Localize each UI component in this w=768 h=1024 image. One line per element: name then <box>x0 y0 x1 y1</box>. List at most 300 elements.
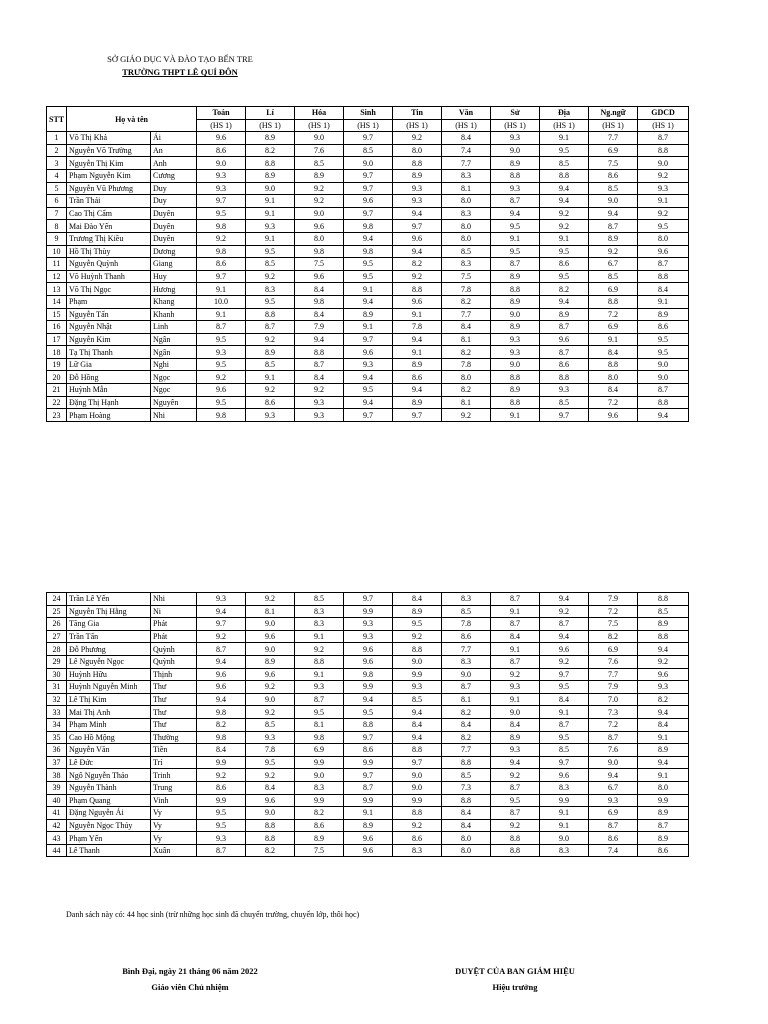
score-cell: 8.4 <box>442 807 491 820</box>
score-cell: 9.1 <box>197 283 246 296</box>
student-given-name: Huy <box>151 270 197 283</box>
score-cell: 7.7 <box>442 308 491 321</box>
student-surname: Phạm Hoàng <box>67 409 151 422</box>
score-cell: 8.6 <box>393 832 442 845</box>
header-name: Họ và tên <box>67 107 197 132</box>
score-cell: 8.4 <box>491 718 540 731</box>
student-surname: Lê Thị Kim <box>67 693 151 706</box>
score-cell: 7.5 <box>589 157 638 170</box>
row-stt: 24 <box>47 593 67 606</box>
score-cell: 9.0 <box>246 618 295 631</box>
score-cell: 8.7 <box>197 321 246 334</box>
score-cell: 9.0 <box>393 655 442 668</box>
score-cell: 9.0 <box>295 207 344 220</box>
score-cell: 8.7 <box>540 346 589 359</box>
student-given-name: Dương <box>151 245 197 258</box>
score-cell: 9.7 <box>344 207 393 220</box>
score-cell: 8.2 <box>393 258 442 271</box>
student-given-name: Thường <box>151 731 197 744</box>
score-cell: 9.2 <box>393 630 442 643</box>
row-stt: 8 <box>47 220 67 233</box>
score-cell: 9.4 <box>344 232 393 245</box>
score-cell: 9.2 <box>491 769 540 782</box>
score-cell: 8.6 <box>589 169 638 182</box>
score-cell: 8.0 <box>393 144 442 157</box>
score-cell: 9.3 <box>491 333 540 346</box>
score-cell: 9.1 <box>540 132 589 145</box>
score-cell: 8.8 <box>393 807 442 820</box>
score-cell: 8.3 <box>295 781 344 794</box>
table-row <box>47 706 689 719</box>
student-given-name: Ngân <box>151 346 197 359</box>
header-subject: Tin <box>393 107 442 120</box>
score-cell: 8.7 <box>491 258 540 271</box>
score-cell: 8.9 <box>638 807 689 820</box>
score-cell: 9.4 <box>393 207 442 220</box>
row-stt: 10 <box>47 245 67 258</box>
score-cell: 9.5 <box>540 245 589 258</box>
score-cell: 8.3 <box>442 258 491 271</box>
row-stt: 12 <box>47 270 67 283</box>
score-cell: 7.7 <box>589 132 638 145</box>
student-given-name: Thư <box>151 718 197 731</box>
header-coef: (HS 1) <box>589 119 638 132</box>
score-cell: 8.7 <box>638 819 689 832</box>
score-cell: 9.7 <box>344 731 393 744</box>
score-cell: 9.9 <box>393 668 442 681</box>
score-cell: 9.0 <box>589 756 638 769</box>
score-cell: 8.8 <box>540 169 589 182</box>
score-cell: 6.7 <box>589 258 638 271</box>
score-cell: 9.4 <box>491 756 540 769</box>
header-subject: Toán <box>197 107 246 120</box>
score-cell: 8.1 <box>442 396 491 409</box>
student-surname: Tạ Thị Thanh <box>67 346 151 359</box>
score-cell: 8.4 <box>638 718 689 731</box>
score-cell: 8.6 <box>197 258 246 271</box>
score-cell: 9.6 <box>344 346 393 359</box>
score-cell: 9.5 <box>540 681 589 694</box>
score-cell: 9.2 <box>197 630 246 643</box>
score-cell: 9.6 <box>246 630 295 643</box>
score-cell: 7.9 <box>589 681 638 694</box>
score-cell: 9.9 <box>344 756 393 769</box>
score-cell: 9.7 <box>540 756 589 769</box>
score-cell: 8.8 <box>638 144 689 157</box>
score-cell: 9.4 <box>344 295 393 308</box>
score-cell: 9.9 <box>344 794 393 807</box>
student-given-name: Trinh <box>151 769 197 782</box>
score-cell: 7.0 <box>589 693 638 706</box>
table-row <box>47 681 689 694</box>
student-surname: Nguyễn Võ Trường <box>67 144 151 157</box>
score-cell: 9.0 <box>246 693 295 706</box>
row-stt: 22 <box>47 396 67 409</box>
score-cell: 9.2 <box>540 605 589 618</box>
score-cell: 9.4 <box>344 693 393 706</box>
score-cell: 8.9 <box>393 169 442 182</box>
score-cell: 9.1 <box>491 409 540 422</box>
row-stt: 1 <box>47 132 67 145</box>
score-cell: 9.9 <box>540 794 589 807</box>
score-cell: 8.6 <box>197 144 246 157</box>
score-cell: 9.6 <box>540 769 589 782</box>
score-cell: 9.7 <box>344 182 393 195</box>
score-cell: 9.0 <box>246 182 295 195</box>
score-cell: 9.7 <box>393 756 442 769</box>
student-surname: Võ Thị Ngọc <box>67 283 151 296</box>
table-row <box>47 157 689 170</box>
score-cell: 9.2 <box>295 643 344 656</box>
row-stt: 36 <box>47 744 67 757</box>
approval-title: DUYỆT CỦA BAN GIÁM HIỆU <box>455 966 575 976</box>
table-row <box>47 630 689 643</box>
score-cell: 9.2 <box>295 195 344 208</box>
table-row <box>47 308 689 321</box>
score-cell: 9.6 <box>589 409 638 422</box>
score-cell: 9.5 <box>491 245 540 258</box>
row-stt: 9 <box>47 232 67 245</box>
score-cell: 9.6 <box>246 668 295 681</box>
footer-left <box>110 963 270 995</box>
score-cell: 8.5 <box>540 396 589 409</box>
score-cell: 8.8 <box>638 270 689 283</box>
header-subject: Ng.ngữ <box>589 107 638 120</box>
score-cell: 9.5 <box>197 819 246 832</box>
header-subject: Hóa <box>295 107 344 120</box>
score-cell: 8.1 <box>246 605 295 618</box>
row-stt: 2 <box>47 144 67 157</box>
score-cell: 8.3 <box>442 169 491 182</box>
score-cell: 8.7 <box>589 731 638 744</box>
score-cell: 9.1 <box>246 371 295 384</box>
header-subject: GDCD <box>638 107 689 120</box>
score-cell: 8.3 <box>295 605 344 618</box>
score-cell: 8.2 <box>295 807 344 820</box>
student-given-name: Trí <box>151 756 197 769</box>
scores-table-part1 <box>46 106 689 422</box>
student-surname: Nguyễn Thành <box>67 781 151 794</box>
score-cell: 9.3 <box>197 832 246 845</box>
score-cell: 8.9 <box>393 396 442 409</box>
score-cell: 9.3 <box>295 396 344 409</box>
score-cell: 8.7 <box>491 195 540 208</box>
score-cell: 8.7 <box>638 384 689 397</box>
score-cell: 9.0 <box>491 706 540 719</box>
score-cell: 8.7 <box>295 358 344 371</box>
student-surname: Võ Thị Khả <box>67 132 151 145</box>
score-cell: 9.8 <box>344 220 393 233</box>
score-cell: 9.5 <box>638 346 689 359</box>
score-cell: 9.5 <box>344 258 393 271</box>
score-cell: 8.9 <box>295 169 344 182</box>
score-cell: 8.6 <box>638 844 689 857</box>
table-body-part2 <box>47 593 689 857</box>
score-cell: 9.5 <box>638 220 689 233</box>
score-cell: 8.9 <box>344 819 393 832</box>
score-cell: 8.3 <box>442 593 491 606</box>
score-cell: 8.8 <box>491 832 540 845</box>
score-cell: 8.9 <box>246 132 295 145</box>
score-cell: 8.7 <box>540 718 589 731</box>
score-cell: 9.0 <box>393 769 442 782</box>
score-cell: 8.6 <box>197 781 246 794</box>
score-cell: 9.7 <box>344 169 393 182</box>
score-cell: 9.2 <box>491 668 540 681</box>
score-cell: 9.3 <box>393 182 442 195</box>
score-cell: 7.3 <box>589 706 638 719</box>
score-cell: 8.3 <box>442 207 491 220</box>
score-cell: 9.6 <box>344 643 393 656</box>
score-cell: 9.1 <box>246 207 295 220</box>
student-surname: Ngô Nguyễn Thảo <box>67 769 151 782</box>
score-cell: 9.9 <box>197 794 246 807</box>
student-given-name: Nhi <box>151 409 197 422</box>
student-given-name: Vy <box>151 807 197 820</box>
score-cell: 8.8 <box>442 756 491 769</box>
score-cell: 9.4 <box>344 396 393 409</box>
student-surname: Huỳnh Hữu <box>67 668 151 681</box>
row-stt: 43 <box>47 832 67 845</box>
score-cell: 8.9 <box>393 605 442 618</box>
student-surname: Phạm <box>67 295 151 308</box>
row-stt: 41 <box>47 807 67 820</box>
row-stt: 16 <box>47 321 67 334</box>
student-surname: Đỗ Hồng <box>67 371 151 384</box>
score-cell: 8.8 <box>638 396 689 409</box>
score-cell: 8.9 <box>246 655 295 668</box>
score-cell: 9.5 <box>197 807 246 820</box>
score-cell: 7.2 <box>589 308 638 321</box>
score-cell: 9.6 <box>344 832 393 845</box>
score-cell: 7.8 <box>393 321 442 334</box>
score-cell: 9.8 <box>197 706 246 719</box>
table-row <box>47 756 689 769</box>
student-surname: Nguyễn Ngọc Thúy <box>67 819 151 832</box>
score-cell: 9.8 <box>197 731 246 744</box>
principal-title: Hiệu trưởng <box>492 982 538 992</box>
score-cell: 8.5 <box>246 358 295 371</box>
score-cell: 9.2 <box>197 232 246 245</box>
score-cell: 8.8 <box>442 794 491 807</box>
table-row <box>47 321 689 334</box>
score-cell: 9.7 <box>197 195 246 208</box>
table-row <box>47 731 689 744</box>
score-cell: 9.3 <box>197 346 246 359</box>
score-cell: 8.9 <box>491 384 540 397</box>
score-cell: 9.4 <box>540 593 589 606</box>
score-cell: 8.7 <box>638 258 689 271</box>
row-stt: 37 <box>47 756 67 769</box>
score-cell: 9.7 <box>344 769 393 782</box>
table-row <box>47 655 689 668</box>
score-cell: 9.0 <box>344 157 393 170</box>
student-given-name: Vinh <box>151 794 197 807</box>
row-stt: 7 <box>47 207 67 220</box>
score-cell: 9.0 <box>197 157 246 170</box>
student-surname: Mai Thị Anh <box>67 706 151 719</box>
score-cell: 8.5 <box>442 245 491 258</box>
student-surname: Nguyễn Nhật <box>67 321 151 334</box>
score-cell: 9.0 <box>295 132 344 145</box>
student-surname: Đặng Nguyễn Ái <box>67 807 151 820</box>
score-cell: 8.7 <box>491 807 540 820</box>
header-subject: Sinh <box>344 107 393 120</box>
score-cell: 9.4 <box>638 409 689 422</box>
score-cell: 9.3 <box>197 169 246 182</box>
score-cell: 9.5 <box>491 794 540 807</box>
score-cell: 8.4 <box>540 693 589 706</box>
header-coef: (HS 1) <box>393 119 442 132</box>
score-cell: 9.7 <box>540 668 589 681</box>
score-cell: 8.5 <box>442 605 491 618</box>
score-cell: 9.9 <box>638 794 689 807</box>
score-cell: 8.9 <box>638 832 689 845</box>
score-cell: 9.4 <box>197 605 246 618</box>
score-cell: 9.6 <box>638 668 689 681</box>
score-cell: 9.2 <box>638 655 689 668</box>
score-cell: 9.5 <box>344 706 393 719</box>
header-coef: (HS 1) <box>491 119 540 132</box>
score-cell: 8.4 <box>442 132 491 145</box>
score-cell: 9.6 <box>197 132 246 145</box>
score-cell: 9.7 <box>393 409 442 422</box>
row-stt: 32 <box>47 693 67 706</box>
student-surname: Nguyễn Vũ Phương <box>67 182 151 195</box>
score-cell: 8.4 <box>246 781 295 794</box>
score-cell: 8.5 <box>295 593 344 606</box>
student-surname: Đặng Thị Hạnh <box>67 396 151 409</box>
score-cell: 7.5 <box>295 844 344 857</box>
score-cell: 8.0 <box>442 371 491 384</box>
score-cell: 9.1 <box>246 195 295 208</box>
score-cell: 8.7 <box>589 819 638 832</box>
score-cell: 9.1 <box>344 283 393 296</box>
score-cell: 9.3 <box>491 182 540 195</box>
score-cell: 6.9 <box>589 321 638 334</box>
table-row <box>47 232 689 245</box>
score-cell: 8.9 <box>246 169 295 182</box>
score-cell: 8.8 <box>491 844 540 857</box>
score-cell: 9.0 <box>540 832 589 845</box>
score-cell: 9.1 <box>540 232 589 245</box>
row-stt: 30 <box>47 668 67 681</box>
score-cell: 9.6 <box>197 384 246 397</box>
score-cell: 8.9 <box>540 308 589 321</box>
score-cell: 9.4 <box>638 706 689 719</box>
score-cell: 7.4 <box>589 844 638 857</box>
student-given-name: Thư <box>151 681 197 694</box>
score-cell: 9.9 <box>344 681 393 694</box>
score-cell: 8.3 <box>393 844 442 857</box>
student-given-name: Phát <box>151 618 197 631</box>
row-stt: 39 <box>47 781 67 794</box>
score-cell: 9.4 <box>638 756 689 769</box>
score-cell: 9.5 <box>393 618 442 631</box>
score-cell: 9.3 <box>344 358 393 371</box>
score-cell: 8.2 <box>442 384 491 397</box>
score-cell: 8.9 <box>491 295 540 308</box>
score-cell: 9.2 <box>393 270 442 283</box>
student-count-note: Danh sách này có: 44 học sinh (trừ những học sinh đã chuyển trường, chuyển lớp, thôi học) <box>66 910 360 919</box>
score-cell: 9.1 <box>344 807 393 820</box>
row-stt: 26 <box>47 618 67 631</box>
score-cell: 9.6 <box>344 844 393 857</box>
score-cell: 8.6 <box>442 630 491 643</box>
score-cell: 8.7 <box>491 593 540 606</box>
score-cell: 7.5 <box>295 258 344 271</box>
row-stt: 21 <box>47 384 67 397</box>
score-cell: 8.0 <box>442 220 491 233</box>
score-cell: 9.4 <box>344 371 393 384</box>
score-cell: 9.3 <box>197 593 246 606</box>
score-cell: 9.1 <box>638 769 689 782</box>
table-row <box>47 346 689 359</box>
score-cell: 9.5 <box>540 270 589 283</box>
score-cell: 9.2 <box>295 384 344 397</box>
score-cell: 7.8 <box>246 744 295 757</box>
score-cell: 9.5 <box>295 706 344 719</box>
table-row <box>47 195 689 208</box>
table-row <box>47 409 689 422</box>
table-row <box>47 807 689 820</box>
score-cell: 8.6 <box>344 744 393 757</box>
score-cell: 9.3 <box>393 195 442 208</box>
score-cell: 8.5 <box>638 605 689 618</box>
score-cell: 9.5 <box>246 295 295 308</box>
student-given-name: Duy <box>151 182 197 195</box>
score-cell: 9.6 <box>344 195 393 208</box>
score-cell: 9.2 <box>295 182 344 195</box>
table-body-part1 <box>47 132 689 422</box>
table-row <box>47 295 689 308</box>
score-cell: 7.4 <box>442 144 491 157</box>
score-cell: 8.8 <box>246 308 295 321</box>
student-given-name: Linh <box>151 321 197 334</box>
score-cell: 9.4 <box>540 182 589 195</box>
score-cell: 8.6 <box>295 819 344 832</box>
score-cell: 9.1 <box>344 321 393 334</box>
score-cell: 9.3 <box>491 346 540 359</box>
score-cell: 9.4 <box>491 207 540 220</box>
score-cell: 8.8 <box>638 593 689 606</box>
row-stt: 42 <box>47 819 67 832</box>
score-cell: 8.0 <box>638 232 689 245</box>
score-cell: 8.4 <box>295 371 344 384</box>
score-cell: 9.3 <box>246 409 295 422</box>
score-cell: 8.0 <box>442 232 491 245</box>
score-cell: 9.8 <box>295 731 344 744</box>
score-cell: 7.8 <box>442 618 491 631</box>
score-cell: 9.7 <box>344 409 393 422</box>
department-name: SỞ GIÁO DỤC VÀ ĐÀO TẠO BẾN TRE <box>107 54 253 64</box>
row-stt: 33 <box>47 706 67 719</box>
score-cell: 9.8 <box>295 295 344 308</box>
score-cell: 9.6 <box>197 681 246 694</box>
score-cell: 8.4 <box>589 384 638 397</box>
row-stt: 11 <box>47 258 67 271</box>
score-cell: 9.2 <box>197 769 246 782</box>
score-cell: 9.0 <box>442 668 491 681</box>
place-date: Bình Đại, ngày 21 tháng 06 năm 2022 <box>122 966 258 976</box>
table-row <box>47 283 689 296</box>
score-cell: 9.3 <box>197 182 246 195</box>
score-cell: 8.2 <box>442 706 491 719</box>
score-cell: 8.4 <box>442 819 491 832</box>
score-cell: 8.9 <box>589 232 638 245</box>
score-cell: 8.2 <box>246 844 295 857</box>
score-cell: 7.6 <box>589 744 638 757</box>
